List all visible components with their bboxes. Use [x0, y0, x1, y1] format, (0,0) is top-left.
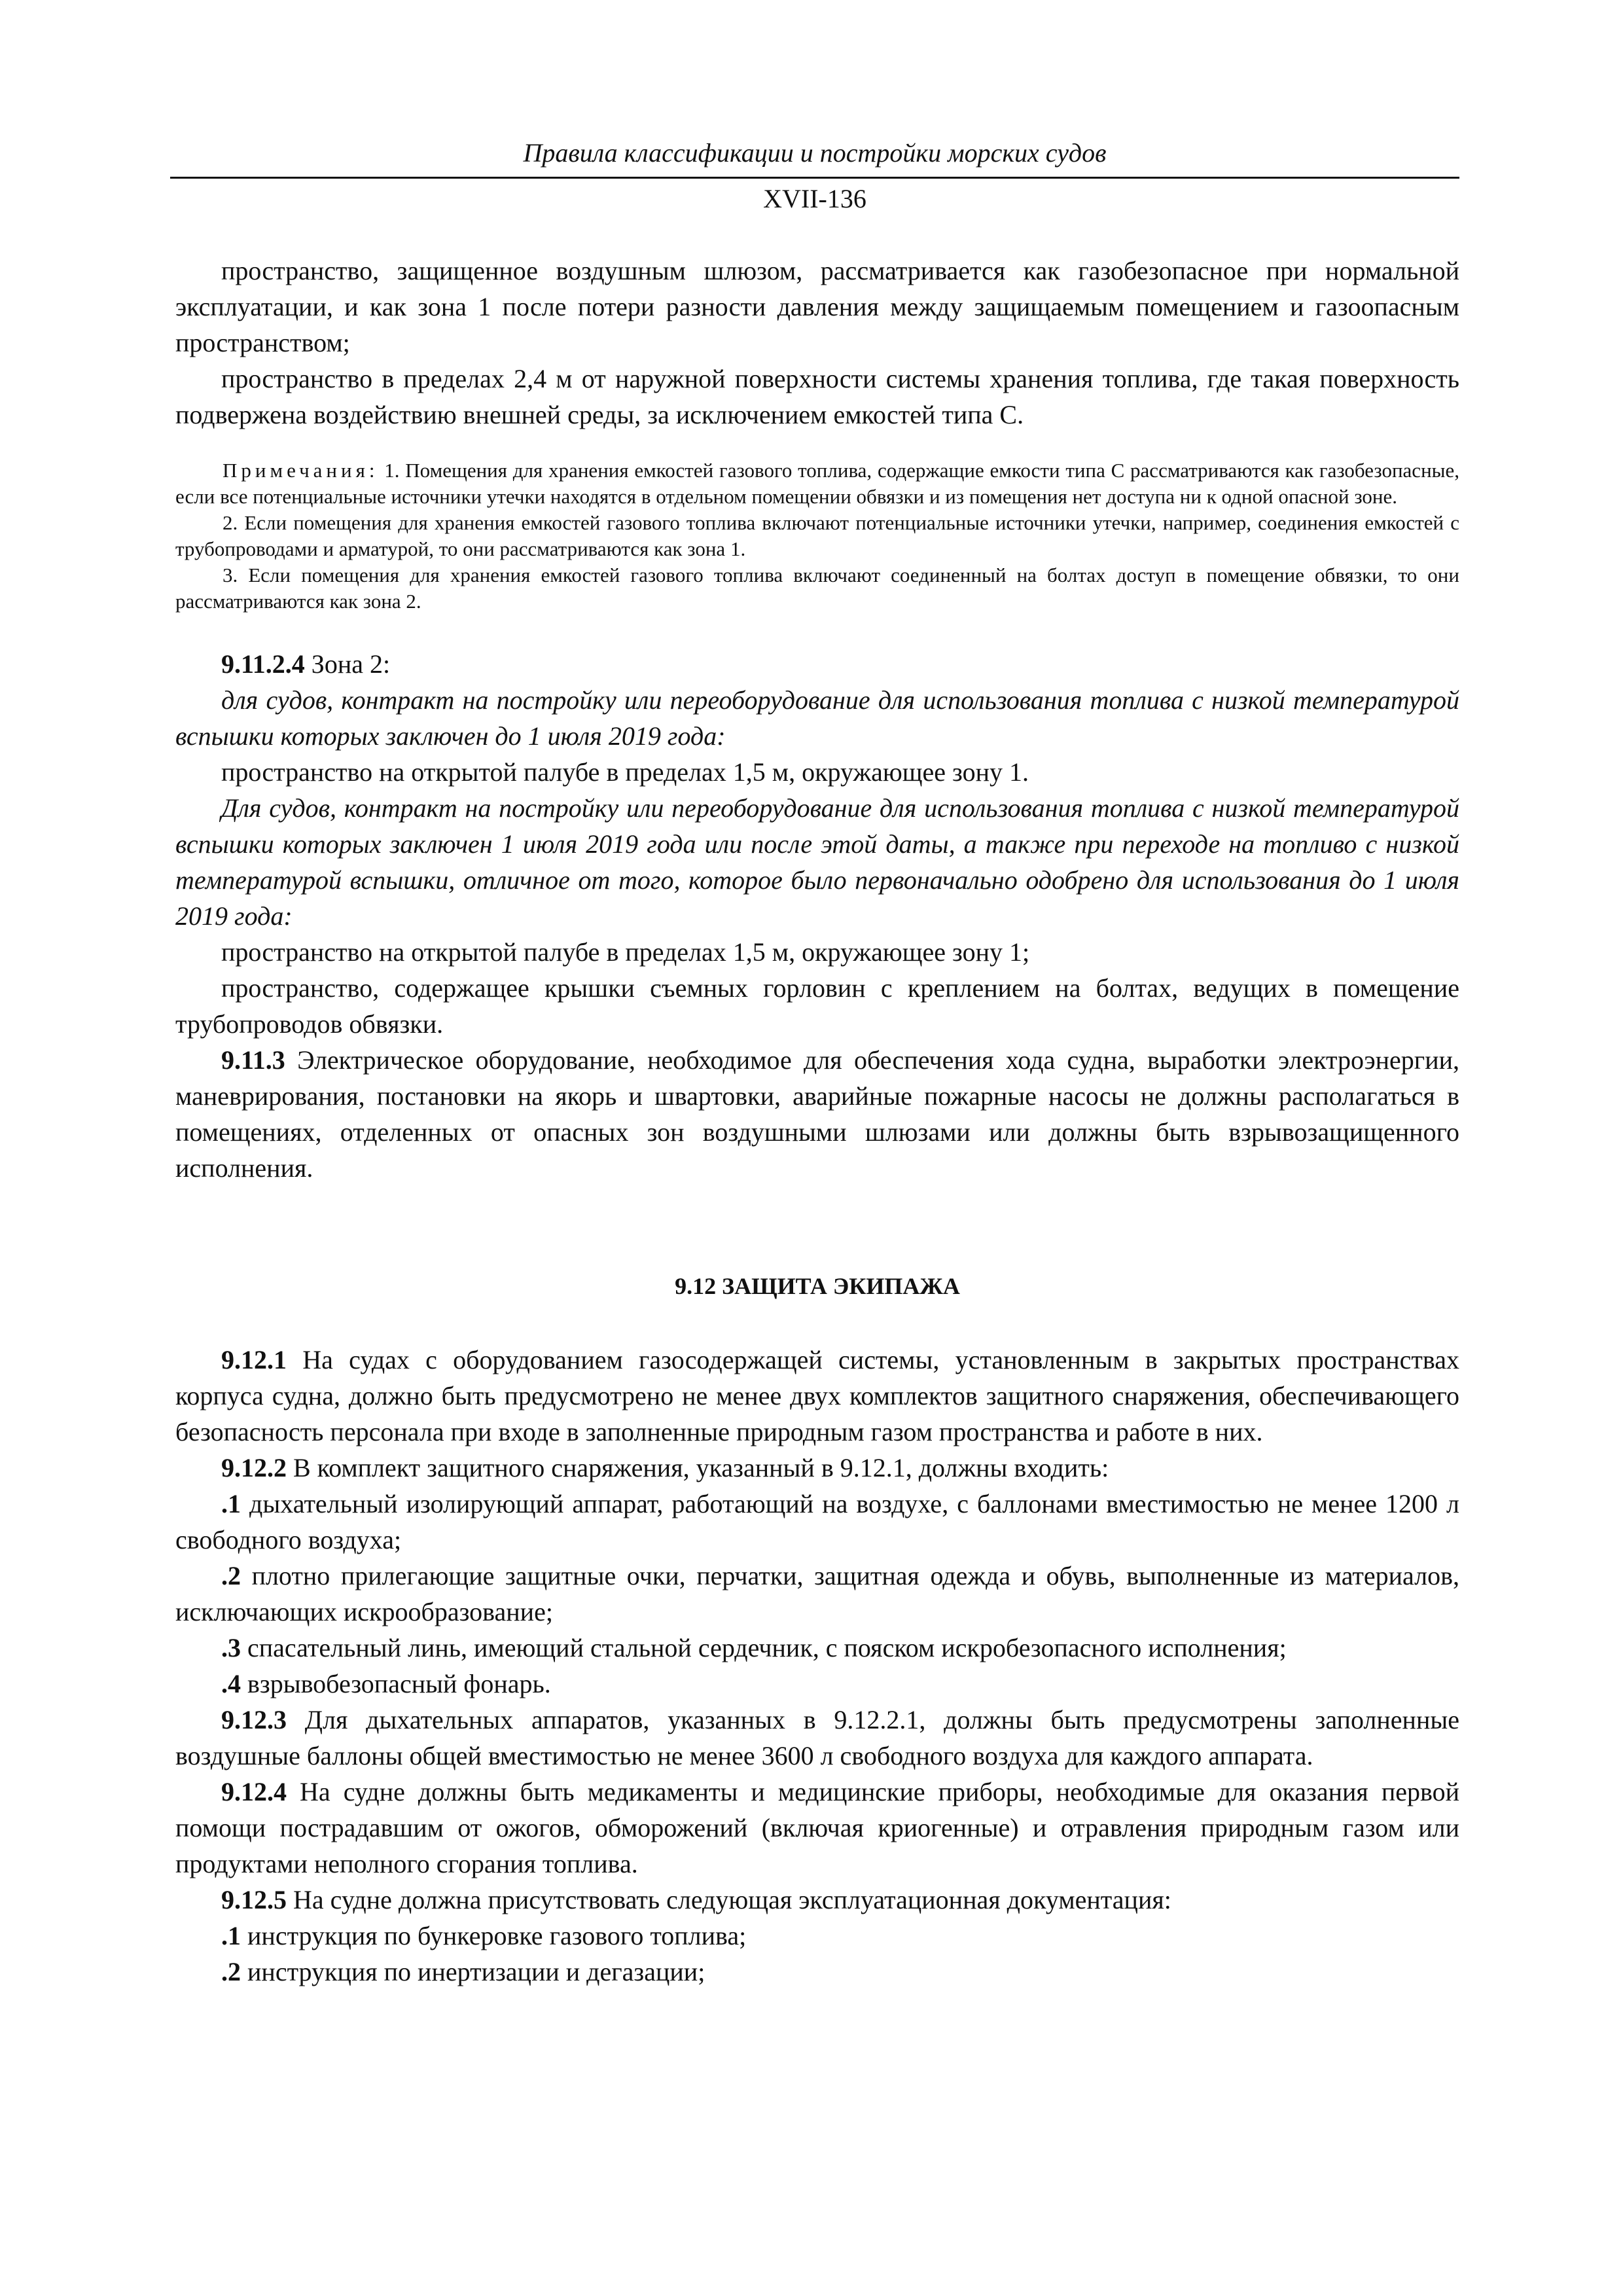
clause-text: На судне должны быть медикаменты и медицинские приборы, необходимые для оказания первой помощи пострадавшим от ожогов, обморожений (включая криогенные) и отравления природным газом или продуктами неполного сгорания топлива. [175, 1777, 1460, 1878]
clause-text: В комплект защитного снаряжения, указанный в 9.12.1, должны входить: [293, 1453, 1109, 1482]
note-1-text: 1. Помещения для хранения емкостей газового топлива, содержащие емкости типа С рассматриваются как газобезопасные, если все потенциальные источники утечки находятся в отдельном помещении обвязки и из помещения нет доступа ни к одной опасной зоне. [175, 459, 1459, 508]
list-item [175, 1630, 1459, 1666]
clause-number: 9.12.5 [221, 1885, 287, 1914]
paragraph-airlock: пространство, защищенное воздушным шлюзом, рассматривается как газобезопасное при нормальной эксплуатации, и как зона 1 после потери разности давления между защищаемым помещением и газоопасным пространством; [175, 256, 1459, 357]
page-number: XVII-136 [763, 184, 866, 213]
condition-before-2019: для судов, контракт на постройку или переоборудование для использования топлива с низкой температурой вспышки которых заключен до 1 июля 2019 года: [175, 685, 1459, 751]
list-item [175, 1558, 1459, 1630]
clause-number: 9.11.3 [221, 1045, 285, 1075]
zone2-open-deck-1: пространство на открытой палубе в пределах 1,5 м, окружающее зону 1. [221, 757, 1029, 787]
item-number: .1 [221, 1489, 241, 1518]
note-3: 3. Если помещения для хранения емкостей газового топлива включают соединенный на болтах доступ в помещение обвязки, то они рассматриваются как зона 2. [175, 564, 1459, 613]
clause-text: На судах с оборудованием газосодержащей системы, установленным в закрытых пространствах корпуса судна, должно быть предусмотрено не менее двух комплектов защитного снаряжения, обеспечивающего безопасность персонала при входе в заполненные природным газом пространства и работе в них. [175, 1345, 1459, 1446]
item-number: .2 [221, 1957, 241, 1986]
item-text: взрывобезопасный фонарь. [247, 1669, 551, 1698]
item-number: .2 [221, 1561, 241, 1590]
notes-block [175, 457, 1459, 615]
item-text: дыхательный изолирующий аппарат, работающий на воздухе, с баллонами вместимостью не менее 1200 л свободного воздуха; [175, 1489, 1460, 1554]
clause-9-12-4 [175, 1774, 1459, 1882]
list-item [175, 1918, 1459, 1954]
document-body [175, 253, 1459, 1990]
item-text: инструкция по инертизации и дегазации; [247, 1957, 705, 1986]
item-text: спасательный линь, имеющий стальной сердечник, с пояском искробезопасного исполнения; [247, 1633, 1287, 1662]
clause-9-12-2 [175, 1450, 1459, 1486]
note-1 [175, 457, 1459, 510]
list-item [175, 1486, 1459, 1558]
list-item [175, 1666, 1459, 1702]
clause-number: 9.12.3 [221, 1705, 287, 1734]
clause-number: 9.12.1 [221, 1345, 287, 1374]
clause-text: На судне должна присутствовать следующая эксплуатационная документация: [293, 1885, 1171, 1914]
item-text: инструкция по бункеровке газового топлива; [247, 1921, 747, 1950]
clause-number: 9.12.2 [221, 1453, 287, 1482]
clause-title: Зона 2: [311, 649, 391, 679]
zone2-bolted-covers: пространство, содержащее крышки съемных горловин с креплением на болтах, ведущих в помещение трубопроводов обвязки. [175, 973, 1459, 1039]
note-2: 2. Если помещения для хранения емкостей газового топлива включают потенциальные источники утечки, например, соединения емкостей с трубопроводами и арматурой, то они рассматриваются как зона 1. [175, 511, 1459, 560]
clause-9-12-1 [175, 1342, 1459, 1450]
clause-text: Для дыхательных аппаратов, указанных в 9.12.2.1, должны быть предусмотрены заполненные воздушные баллоны общей вместимостью не менее 3600 л свободного воздуха для каждого аппарата. [175, 1705, 1459, 1770]
list-item [175, 1954, 1459, 1990]
zone2-open-deck-2: пространство на открытой палубе в пределах 1,5 м, окружающее зону 1; [221, 937, 1030, 967]
section-heading: 9.12 ЗАЩИТА ЭКИПАЖА [675, 1273, 960, 1299]
clause-number: 9.12.4 [221, 1777, 287, 1806]
clause-9-12-3 [175, 1702, 1459, 1774]
clause-9-12-5 [175, 1882, 1459, 1918]
item-text: плотно прилегающие защитные очки, перчатки, защитная одежда и обувь, выполненные из материалов, исключающих искрообразование; [175, 1561, 1460, 1626]
item-number: .4 [221, 1669, 241, 1698]
item-number: .3 [221, 1633, 241, 1662]
paragraph-storage-2-4m: пространство в пределах 2,4 м от наружной поверхности системы хранения топлива, где такая поверхность подвержена воздействию внешней среды, за исключением емкостей типа С. [175, 364, 1459, 429]
clause-text: Электрическое оборудование, необходимое для обеспечения хода судна, выработки электроэнергии, маневрирования, постановки на якорь и швартовки, аварийные пожарные насосы не должны располагаться в помещениях, отделенных от опасных зон воздушными шлюзами или должны быть взрывозащищенного исполнения. [175, 1045, 1460, 1183]
running-header: Правила классификации и постройки морских судов [523, 138, 1107, 168]
clause-9-11-3 [175, 1042, 1459, 1186]
clause-number: 9.11.2.4 [221, 649, 305, 679]
notes-label: Примечания: [223, 459, 379, 482]
clause-9-11-2-4 [175, 646, 1459, 682]
item-number: .1 [221, 1921, 241, 1950]
header-divider [170, 177, 1459, 179]
condition-after-2019: Для судов, контракт на постройку или переоборудование для использования топлива с низкой температурой вспышки которых заключен 1 июля 2019 года или после этой даты, а также при переходе на топливо с низкой температурой вспышки, отличное от того, которое было первоначально одобрено для использования до 1 июля 2019 года: [175, 793, 1459, 931]
